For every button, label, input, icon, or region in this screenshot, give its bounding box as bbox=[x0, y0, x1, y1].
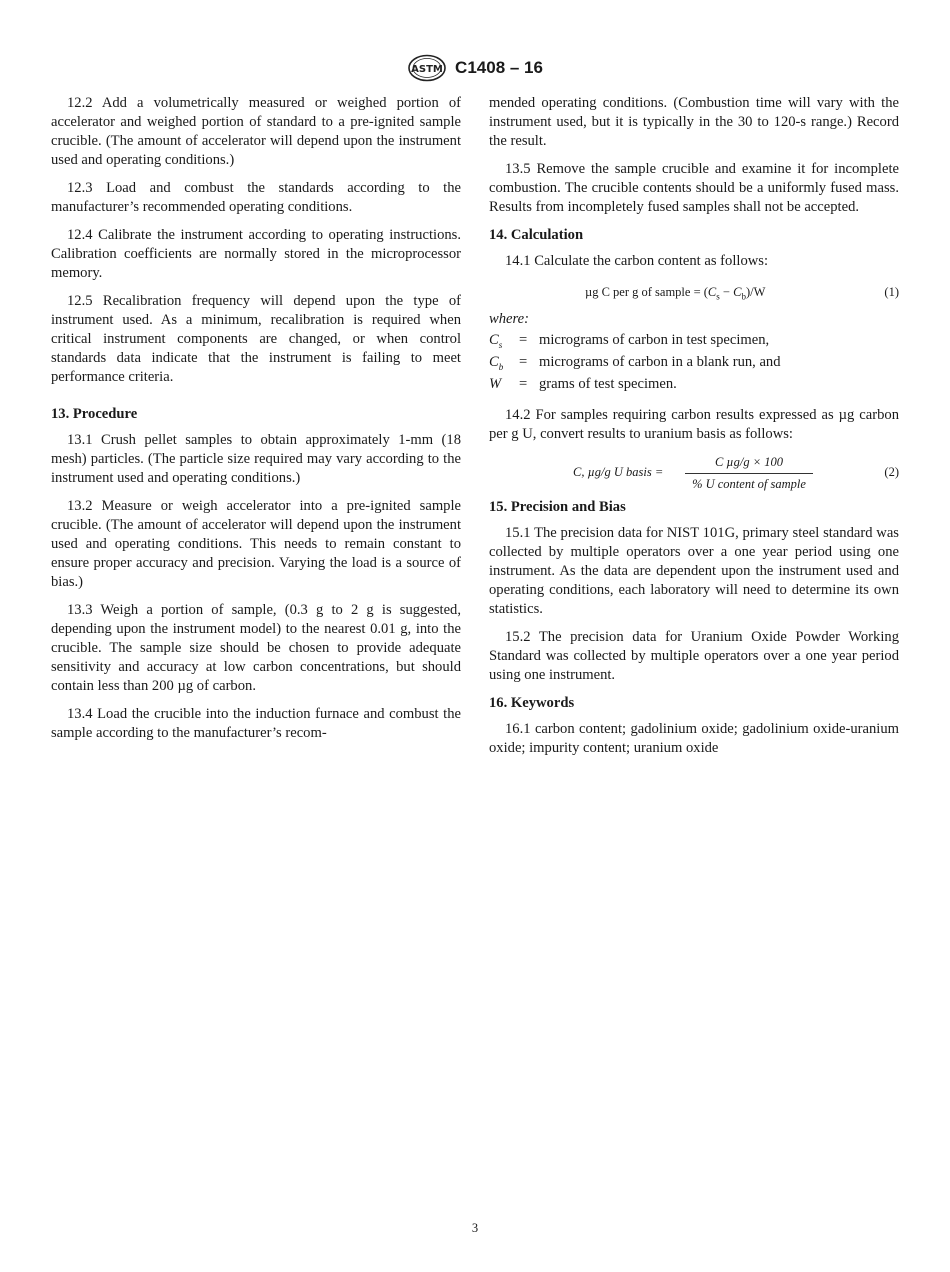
variable-row: $C_b$ = micrograms of carbon in a blank run, and bbox=[489, 353, 781, 372]
equation-2 bbox=[489, 453, 899, 489]
variable-definitions bbox=[489, 332, 899, 398]
equation-2-number: (2) bbox=[884, 464, 899, 479]
astm-logo-icon bbox=[407, 54, 447, 82]
paragraph-13-1: 13.1 Crush pellet samples to obtain approximately 1-mm (18 mesh) particles. (The particle size required may vary according to the instrument used and operating conditions.) bbox=[51, 432, 461, 486]
document-id: C1408 – 16 bbox=[455, 58, 543, 77]
equation-2-fraction: C µg/g × 100 % U content of sample bbox=[685, 453, 813, 494]
where-label: where: bbox=[489, 311, 529, 327]
equation-1-number: (1) bbox=[884, 285, 899, 299]
logo-text: ASTM bbox=[411, 64, 443, 75]
equation-1 bbox=[489, 280, 899, 304]
section-heading-15: 15. Precision and Bias bbox=[489, 498, 626, 515]
page-header bbox=[0, 54, 950, 84]
paragraph-14-2: 14.2 For samples requiring carbon results expressed as µg carbon per g U, convert results to uranium basis as follows: bbox=[489, 406, 899, 442]
paragraph-13-3: 13.3 Weigh a portion of sample, (0.3 g to 2 g is suggested, depending upon the instrument model) to the nearest 0.01 g, into the crucible. The sample size should be chosen to provide adequate sensitivity and accuracy at low carbon concentrations, but should contain less than 200 µg of carbon. bbox=[51, 602, 461, 694]
paragraph-15-2: 15.2 The precision data for Uranium Oxide Powder Working Standard was collected by multiple operators over a one year period using one instrument. bbox=[489, 628, 899, 683]
section-heading-13: 13. Procedure bbox=[51, 406, 138, 422]
right-column bbox=[489, 94, 899, 767]
paragraph-12-2: 12.2 Add a volumetrically measured or weighed portion of accelerator and weighed portion of standard to a pre-ignited sample crucible. (The amount of accelerator will depend upon the instrument used and operating conditions.) bbox=[51, 95, 461, 168]
paragraph-15-1: 15.1 The precision data for NIST 101G, primary steel standard was collected by multiple operators over a one year period using one instrument. As the data are dependent upon the instrument used and operating conditions, each laboratory will need to determine its own statistics. bbox=[489, 524, 899, 617]
paragraph-12-4: 12.4 Calibrate the instrument according to operating instructions. Calibration coefficients are normally stored in the microprocessor memory. bbox=[51, 227, 461, 281]
paragraph-13-4-continued: mended operating conditions. (Combustion time will vary with the instrument used, but it is typically in the 30 to 120-s range.) Record the result. bbox=[489, 95, 899, 149]
equation-2-lhs: C, µg/g U basis = bbox=[573, 464, 664, 479]
variable-row: W = grams of test specimen. bbox=[489, 375, 677, 392]
paragraph-13-5: 13.5 Remove the sample crucible and examine it for incomplete combustion. The crucible contents should be a uniformly fused mass. Results from incompletely fused samples shall not be accepted. bbox=[489, 161, 899, 215]
section-heading-14: 14. Calculation bbox=[489, 227, 584, 243]
paragraph-12-5: 12.5 Recalibration frequency will depend upon the type of instrument used. As a minimum, recalibration is required when critical instrument components are changed, or when control standards data indicate that the instrument is failing to meet performance criteria. bbox=[51, 293, 461, 385]
paragraph-13-2: 13.2 Measure or weigh accelerator into a pre-ignited sample crucible. (The amount of accelerator will depend upon the instrument used and operating conditions. This needs to remain constant to ensure proper accuracy and precision. Varying the load is a source of bias.) bbox=[51, 498, 461, 590]
equation-1-body: µg C per g of sample = $(C_s - C_b)/W$ bbox=[585, 285, 766, 302]
paragraph-14-1: 14.1 Calculate the carbon content as follows: bbox=[505, 253, 769, 269]
paragraph-16-1: 16.1 carbon content; gadolinium oxide; gadolinium oxide-uranium oxide; impurity content; uranium oxide bbox=[489, 720, 899, 756]
variable-row: $C_s$ = micrograms of carbon in test specimen, bbox=[489, 332, 770, 350]
paragraph-13-4: 13.4 Load the crucible into the induction furnace and combust the sample according to the manufacturer’s recom- bbox=[51, 706, 461, 741]
left-column bbox=[51, 94, 461, 752]
section-heading-16: 16. Keywords bbox=[489, 694, 575, 711]
page-number: 3 bbox=[471, 1221, 479, 1235]
paragraph-12-3: 12.3 Load and combust the standards according to the manufacturer’s recommended operating conditions. bbox=[51, 180, 461, 215]
